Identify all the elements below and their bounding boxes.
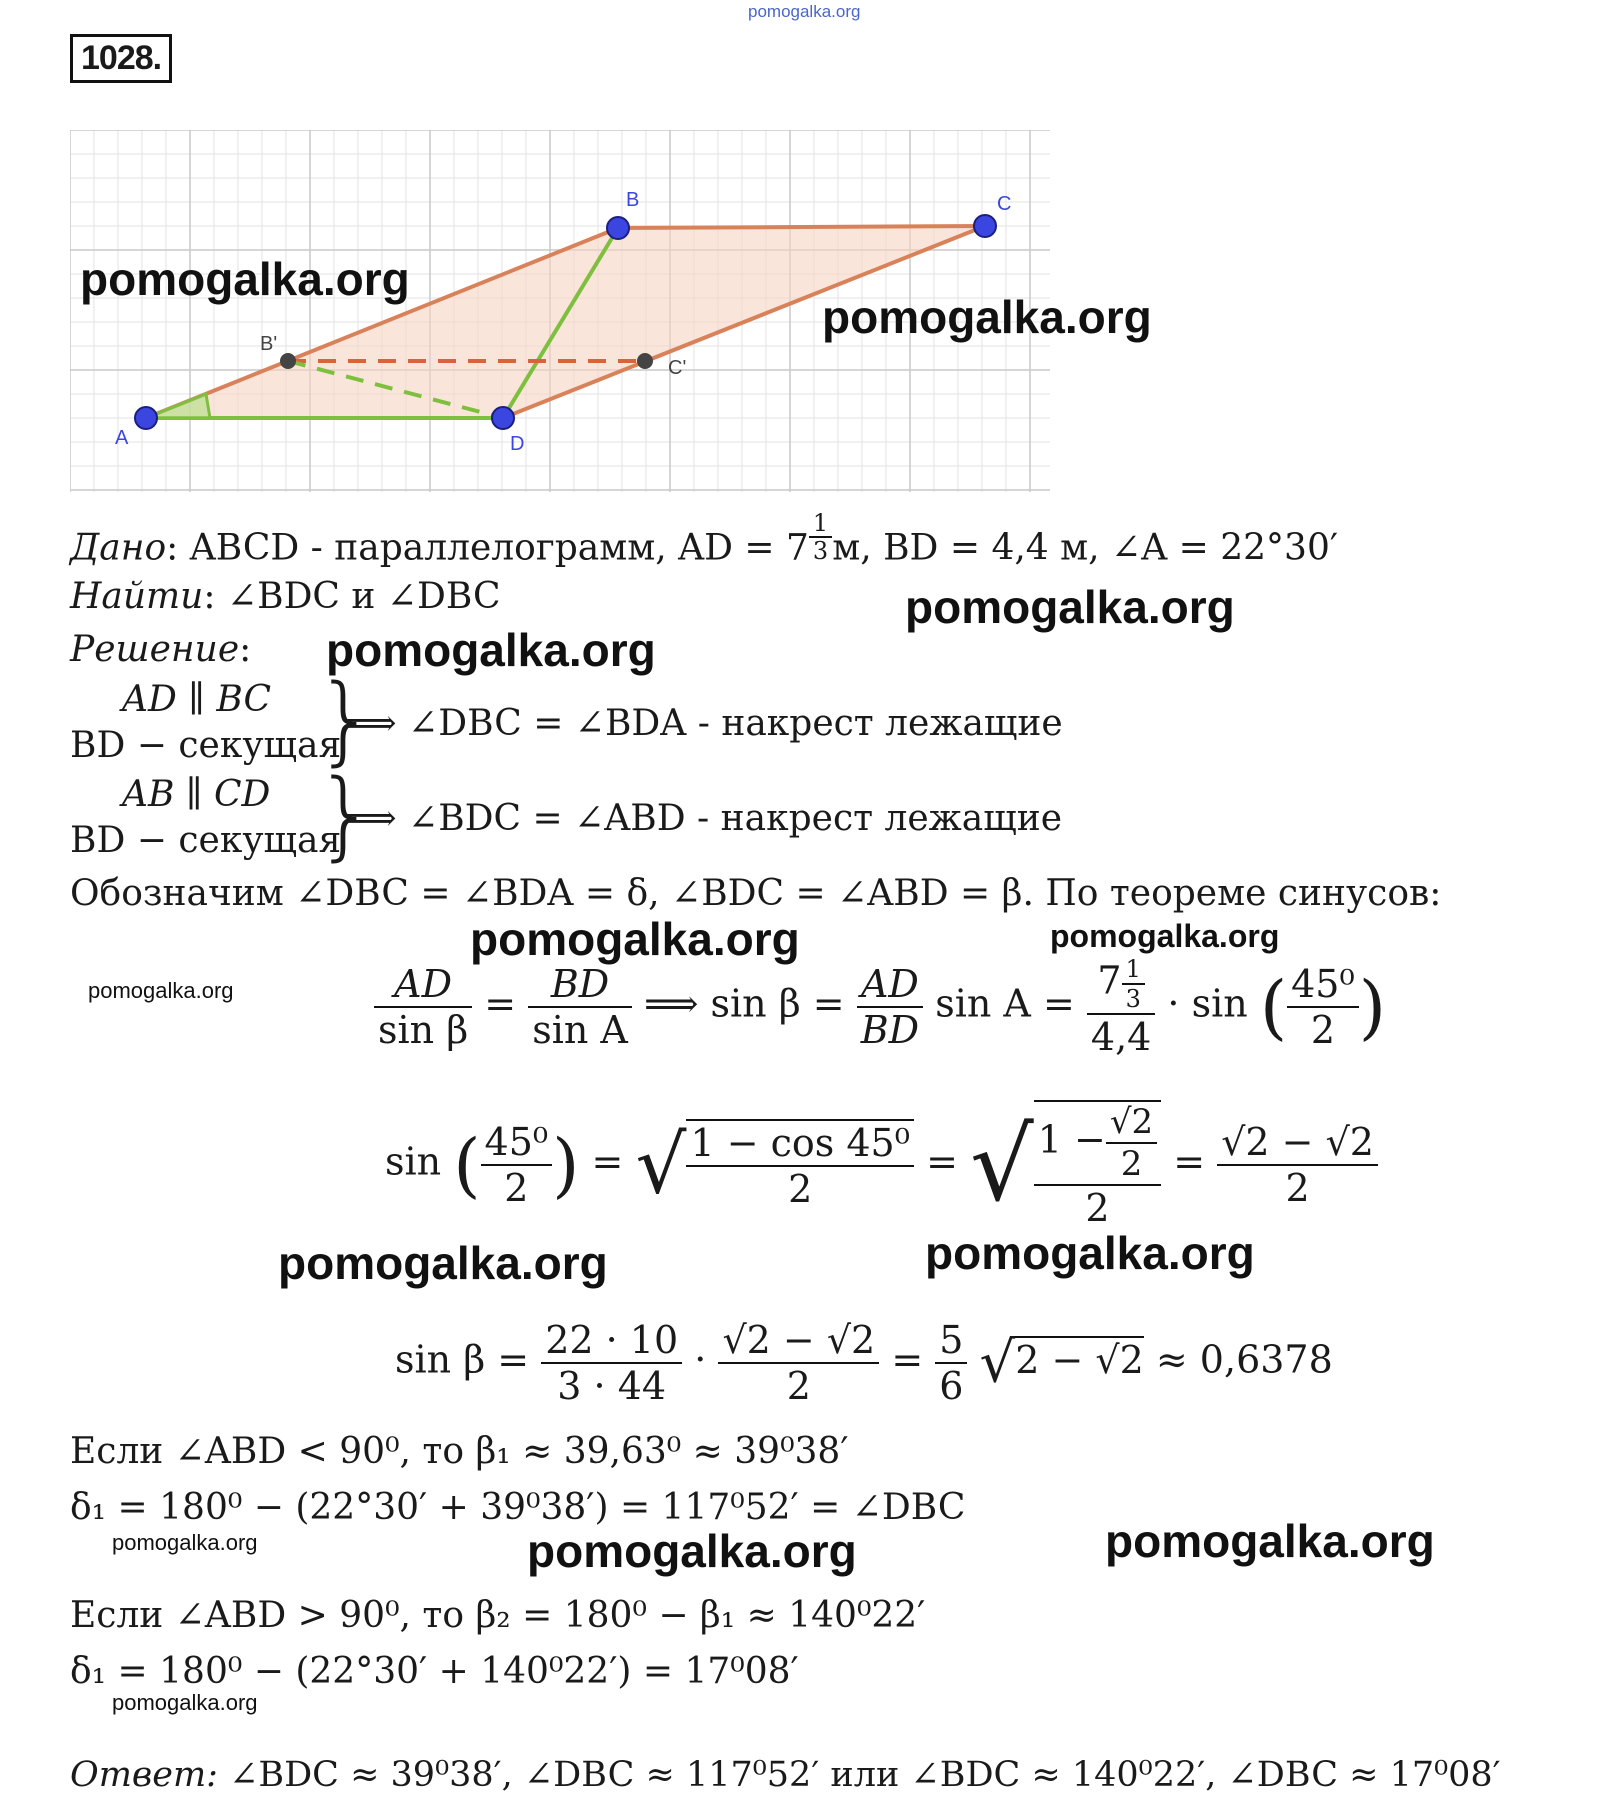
watermark: pomogalka.org	[905, 581, 1235, 633]
watermark: pomogalka.org	[822, 291, 1152, 343]
half-angle-r2n-sn: √2	[1106, 1102, 1157, 1144]
system-2-result: ⟹ ∠BDC = ∠ABD - накрест лежащие	[345, 798, 1063, 839]
watermark: pomogalka.org	[925, 1227, 1255, 1279]
half-angle-r1d: 2	[788, 1167, 813, 1211]
given-line	[70, 510, 1338, 568]
sin-beta-dot: ·	[694, 1337, 707, 1382]
point-C1	[637, 353, 653, 369]
sine-law-eq: =	[484, 981, 517, 1026]
sine-law-f3d: BD	[860, 1008, 920, 1052]
sin-beta-lhs: sin β =	[395, 1337, 530, 1382]
notation-line: Обозначим ∠DBC = ∠BDA = δ, ∠BDC = ∠ABD = β. По теореме синусов:	[70, 873, 1442, 914]
sine-law-formula: $\frac{AD}{\text{sin β}}$ = $\frac{BD}{\text{sin A}}$ ⟹ sin β = $\frac{AD}{BD}$ sin A = 7 $\frac{1}{3}$ 4,4 · sin ( $\frac{\text{45⁰}}{2}$ )	[374, 955, 1386, 1059]
point-B1	[280, 353, 296, 369]
sine-law-f1n: AD	[374, 962, 472, 1008]
half-angle-r3n: √2 − √2	[1217, 1120, 1378, 1166]
sine-law-f4n-whole: 7	[1097, 958, 1122, 1003]
half-angle-r1n: 1 − cos 45⁰	[686, 1121, 914, 1167]
half-angle-eq3: =	[1173, 1139, 1206, 1184]
sin-beta-eq: =	[891, 1337, 924, 1382]
label-C: C	[997, 193, 1012, 215]
half-angle-r2n-a: 1 −	[1037, 1117, 1106, 1162]
case-2-line-2: δ₁ = 180⁰ − (22°30′ + 140⁰22′) = 17⁰08′	[70, 1651, 799, 1692]
sine-law-f4d: 4,4	[1090, 1015, 1152, 1059]
find-text: : ∠BDC и ∠DBC	[203, 576, 501, 617]
point-A	[135, 407, 157, 429]
half-angle-eq: =	[591, 1139, 624, 1184]
sine-law-f2n: BD	[528, 962, 632, 1008]
system-2-line-1: AB ∥ CD	[122, 774, 271, 815]
point-D	[492, 407, 514, 429]
sin-beta-f1n: 22 · 10	[541, 1318, 682, 1364]
watermark: pomogalka.org	[112, 1530, 258, 1555]
half-angle-eq2: =	[926, 1139, 958, 1184]
watermark: pomogalka.org	[326, 624, 656, 676]
system-1-result: ⟹ ∠DBC = ∠BDA - накрест лежащие	[345, 703, 1063, 744]
sine-law-f5n: 45⁰	[1287, 962, 1359, 1008]
problem-number: 1028.	[70, 34, 172, 83]
case-1-line-1: Если ∠ABD < 90⁰, то β₁ ≈ 39,63⁰ ≈ 39⁰38′	[70, 1431, 849, 1472]
sin-beta-f3d: 6	[939, 1364, 964, 1408]
half-angle-fd: 2	[504, 1166, 529, 1210]
watermark: pomogalka.org	[112, 1690, 258, 1715]
solution-colon: :	[239, 629, 252, 670]
system-1-line-1: AD ∥ BC	[122, 679, 272, 720]
brace-icon: }	[315, 664, 377, 776]
sine-law-f2d: sin A	[532, 1008, 628, 1052]
label-C1: C'	[668, 357, 687, 379]
system-1-line-2: BD − секущая	[70, 725, 342, 766]
half-angle-sin: sin	[385, 1139, 442, 1184]
answer-line	[70, 1756, 1501, 1795]
watermark: pomogalka.org	[80, 253, 410, 305]
point-C	[974, 215, 996, 237]
sin-beta-formula: sin β = $\frac{22 \cdot 10}{3 \cdot 44}$ · $\frac{√2 - √2}{2}$ = $\frac{5}{6}$ √2 − √2 ≈ 0,6378	[395, 1318, 1333, 1408]
sin-beta-f2n: √2 − √2	[718, 1318, 879, 1364]
sine-law-f4n-num: 1	[1122, 955, 1145, 985]
label-B: B	[626, 189, 640, 211]
point-B	[607, 217, 629, 239]
solution-label: Решение	[70, 629, 240, 670]
answer-label: Ответ:	[70, 1755, 218, 1795]
sine-law-f5d: 2	[1310, 1008, 1336, 1052]
sine-law-f3n: AD	[857, 962, 923, 1008]
system-2	[70, 759, 1070, 871]
sine-law-f4n-den: 3	[1125, 985, 1141, 1013]
sine-law-dot: · sin	[1167, 981, 1248, 1026]
header-watermark: pomogalka.org	[748, 2, 861, 21]
system-1	[70, 664, 1070, 776]
sine-law-f1d: sin β	[378, 1008, 469, 1052]
sin-beta-root: 2 − √2	[1015, 1337, 1144, 1382]
watermark: pomogalka.org	[1105, 1515, 1435, 1567]
watermark: pomogalka.org	[278, 1237, 608, 1289]
watermark: pomogalka.org	[1050, 918, 1280, 954]
sin-beta-f2d: 2	[786, 1364, 811, 1408]
given-label: Дано	[70, 527, 167, 569]
sin-beta-f1d: 3 · 44	[557, 1364, 667, 1408]
find-label: Найти	[70, 576, 204, 617]
given-frac-den: 3	[812, 537, 829, 566]
given-text: : ABCD - параллелограмм, AD = 7	[166, 527, 809, 569]
watermark: pomogalka.org	[470, 913, 800, 965]
case-2-line-1: Если ∠ABD > 90⁰, то β₂ = 180⁰ − β₁ ≈ 140⁰22′	[70, 1595, 926, 1636]
half-angle-r3d: 2	[1285, 1166, 1310, 1210]
watermark: pomogalka.org	[527, 1525, 857, 1577]
sin-beta-f3n: 5	[935, 1318, 967, 1364]
sin-beta-approx: ≈ 0,6378	[1155, 1337, 1333, 1382]
given-frac-num: 1	[809, 510, 832, 538]
label-A: A	[115, 427, 129, 449]
label-D: D	[510, 433, 525, 455]
half-angle-r2n-sd: 2	[1120, 1144, 1143, 1184]
given-text-2: м, BD = 4,4 м, ∠A = 22°30′	[832, 527, 1339, 569]
brace-icon: }	[315, 759, 377, 871]
label-B1: B'	[260, 333, 278, 355]
half-angle-r2d: 2	[1085, 1186, 1110, 1230]
find-line	[70, 577, 501, 617]
system-2-line-2: BD − секущая	[70, 820, 342, 861]
sine-law-mid: ⟹ sin β =	[643, 981, 845, 1026]
sine-law-sina: sin A =	[935, 981, 1075, 1026]
half-angle-fn: 45⁰	[481, 1120, 553, 1166]
answer-text: ∠BDC ≈ 39⁰38′, ∠DBC ≈ 117⁰52′ или ∠BDC ≈ 140⁰22′, ∠DBC ≈ 17⁰08′	[217, 1755, 1501, 1795]
case-1-line-2: δ₁ = 180⁰ − (22°30′ + 39⁰38′) = 117⁰52′ = ∠DBC	[70, 1487, 966, 1528]
watermark: pomogalka.org	[88, 978, 234, 1003]
half-angle-formula: sin ( $\frac{\text{45⁰}}{2}$ ) = √ $\frac{\text{1 − cos 45⁰}}{2}$ = √ 1 − $\frac{√2}{2}$ 2 = $\frac{√2 - √2}{2}$	[385, 1100, 1378, 1230]
solution-line	[70, 630, 251, 670]
